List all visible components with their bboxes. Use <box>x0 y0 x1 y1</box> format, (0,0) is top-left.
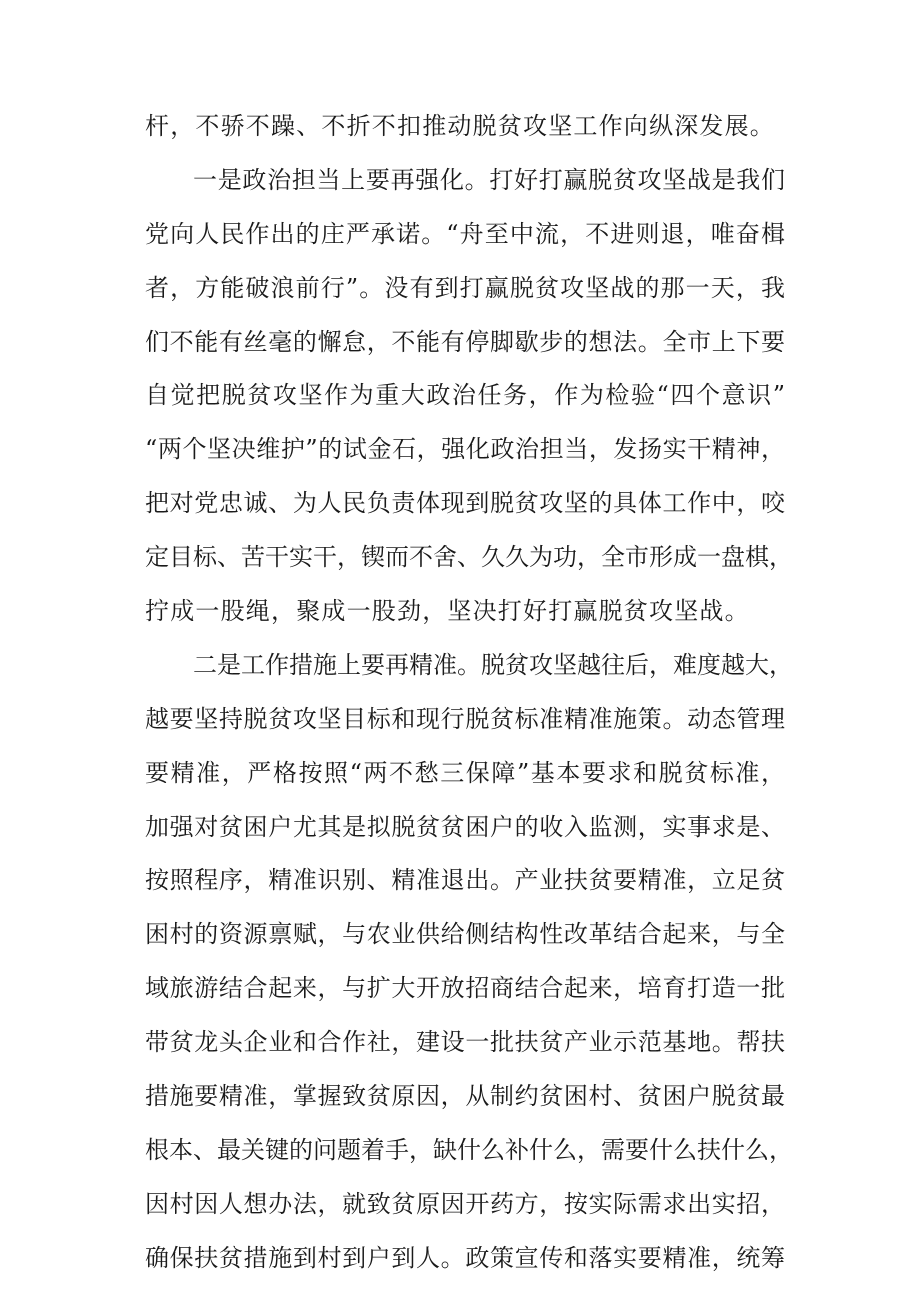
text-line: 拧成一股绳，聚成一股劲，坚决打好打赢脱贫攻坚战。 <box>145 597 750 626</box>
text-line: 按照程序，精准识别、精准退出。产业扶贫要精准，立足贫 <box>145 866 785 895</box>
body-text <box>145 100 793 1286</box>
text-line: “两个坚决维护”的试金石，强化政治担当，发扬实干精神， <box>145 435 785 464</box>
text-line: 把对党忠诚、为人民负责体现到脱贫攻坚的具体工作中，咬 <box>145 489 785 518</box>
text-line: 域旅游结合起来，与扩大开放招商结合起来，培育打造一批 <box>145 974 785 1003</box>
text-line: 因村因人想办法，就致贫原因开药方，按实际需求出实招， <box>145 1189 785 1218</box>
text-line: 们不能有丝毫的懈怠，不能有停脚歇步的想法。全市上下要 <box>145 327 785 356</box>
text-line: 措施要精准，掌握致贫原因，从制约贫困村、贫困户脱贫最 <box>145 1082 785 1111</box>
text-line: 要精准，严格按照“两不愁三保障”基本要求和脱贫标准， <box>145 758 785 787</box>
text-line: 困村的资源禀赋，与农业供给侧结构性改革结合起来，与全 <box>145 920 785 949</box>
text-line: 越要坚持脱贫攻坚目标和现行脱贫标准精准施策。动态管理 <box>145 704 785 733</box>
text-line: 定目标、苦干实干，锲而不舍、久久为功，全市形成一盘棋， <box>145 543 793 572</box>
text-line: 者，方能破浪前行”。没有到打赢脱贫攻坚战的那一天，我 <box>145 273 785 302</box>
text-line: 根本、最关键的问题着手，缺什么补什么，需要什么扶什么， <box>145 1135 793 1164</box>
text-line: 加强对贫困户尤其是拟脱贫贫困户的收入监测，实事求是、 <box>145 812 785 841</box>
text-line: 党向人民作出的庄严承诺。“舟至中流，不进则退，唯奋楫 <box>145 219 785 248</box>
paragraph-1-start: 一是政治担当上要再强化。打好打赢脱贫攻坚战是我们 <box>193 165 785 194</box>
paragraph-2-start: 二是工作措施上要再精准。脱贫攻坚越往后，难度越大， <box>193 650 793 679</box>
text-line: 确保扶贫措施到村到户到人。政策宣传和落实要精准，统筹 <box>145 1243 785 1272</box>
text-line: 自觉把脱贫攻坚作为重大政治任务，作为检验“四个意识” <box>145 381 785 410</box>
text-line: 杆，不骄不躁、不折不扣推动脱贫攻坚工作向纵深发展。 <box>145 112 775 140</box>
text-line: 带贫龙头企业和合作社，建设一批扶贫产业示范基地。帮扶 <box>145 1028 785 1057</box>
